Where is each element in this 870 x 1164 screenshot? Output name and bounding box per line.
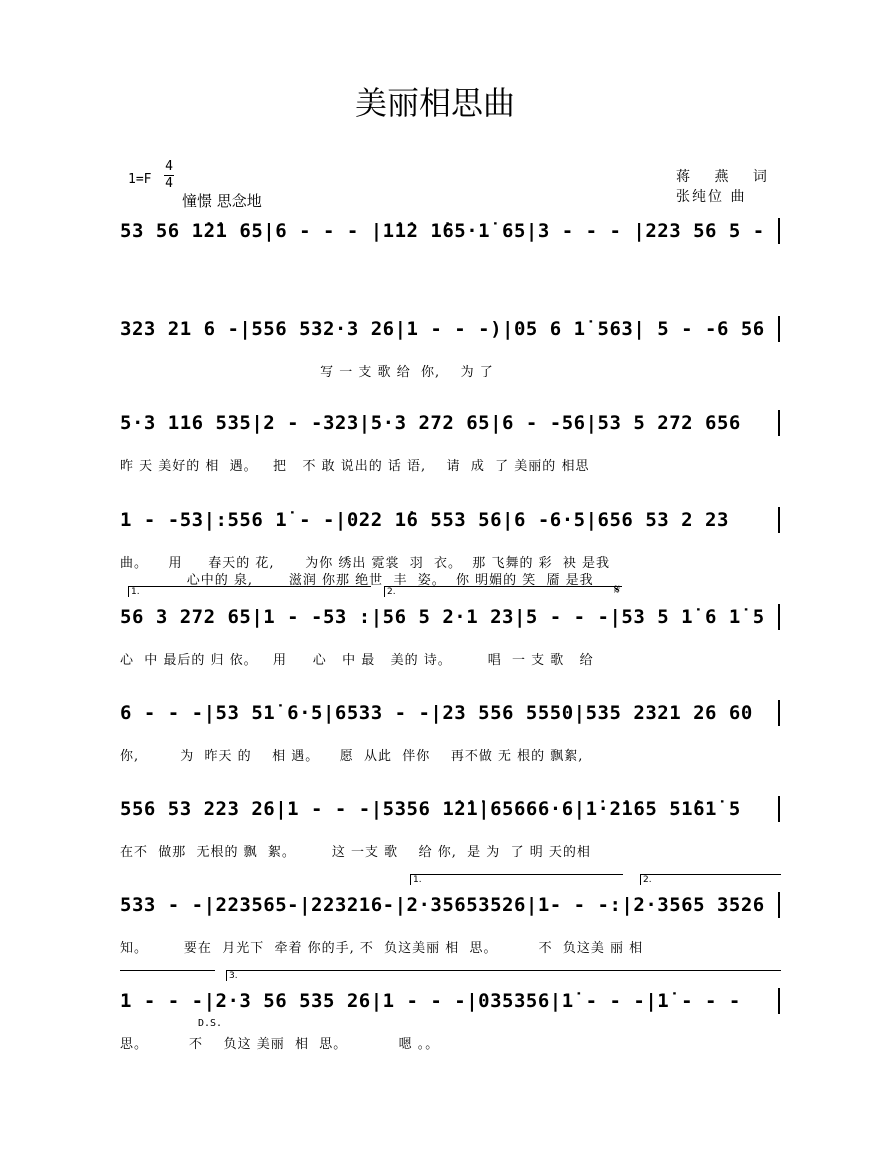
score-row-4 xyxy=(120,507,780,587)
lyrics-line-1: 写 一 支 歌 给 你, 为 了 xyxy=(120,365,494,380)
lyrics-line-1: 知。 要在 月光下 牵着 你的手, 不 负这美丽 相 思。 不 负这美 丽 相 xyxy=(120,941,644,956)
volta-1: 1. xyxy=(128,586,371,597)
time-signature-top: 4 xyxy=(165,159,173,174)
score-row-2 xyxy=(120,316,780,396)
notes-line: 56 3 272 65|1 - -53 :|56 5 2·1 23|5 - - -|53 5 1̇ 6 1̇ 5 xyxy=(120,606,765,628)
key-signature: 1=F xyxy=(128,172,152,187)
lyrics-line-1: 思。 不 负这 美丽 相 思。 嗯 。。 xyxy=(120,1037,440,1052)
composer-credit: 张纯位 曲 xyxy=(676,189,747,205)
volta-2b: 2. xyxy=(640,874,781,885)
score-row-1 xyxy=(120,218,780,298)
page-title: 美丽相思曲 xyxy=(354,84,515,122)
lyrics-line-2: 心中的 泉, 滋润 你那 绝世 丰 姿。 你 明媚的 笑 靥 是我 xyxy=(120,573,594,588)
tempo-mark: 憧憬 思念地 xyxy=(182,192,262,210)
lyrics-line-1: 曲。 用 春天的 花, 为你 绣出 霓裳 羽 衣。 那 飞舞的 彩 袂 是我 xyxy=(120,556,610,571)
lyrics-line-1: 在不 做那 无根的 飘 絮。 这 一支 歌 给 你, 是 为 了 明 天的相 xyxy=(120,845,591,860)
time-signature xyxy=(162,160,176,191)
score-row-9 xyxy=(120,971,780,1068)
notes-line: 323 21 6 -|556 532·3 26|1 - - -)|05 6 1̇ 563| 5 - -6 56 xyxy=(120,318,765,340)
lyrics-line-1: 心 中 最后的 归 依。 用 心 中 最 美的 诗。 唱 一 支 歌 给 xyxy=(120,653,594,668)
score-row-8 xyxy=(120,875,780,972)
lyrics-line-1: 你, 为 昨天 的 相 遇。 愿 从此 伴你 再不做 无 根的 飘絮, xyxy=(120,749,584,764)
score-row-3 xyxy=(120,410,780,490)
score-row-7 xyxy=(120,796,780,876)
notes-line: 556 53 223 26|1 - - -|5356 1̇2̇1̇|65666·6|1̇·2̇165 51̇61̇ 5 xyxy=(120,798,741,820)
time-signature-bottom: 4 xyxy=(165,176,173,191)
notes-line: 1 - - -|2·3 56 535 26|1 - - -|035356|1̇ - - -|1̇ - - - xyxy=(120,990,741,1012)
volta-3: 3. xyxy=(226,970,781,981)
notes-line: 5·3 116 535|2 - -323|5·3 272 65|6 - -56|53 5 272 656 xyxy=(120,412,741,434)
notes-line: 533 - -|223565-|223216-|2·35653526|1- - -:|2·3565 3526 xyxy=(120,894,765,916)
lyrics-line-1: 昨 天 美好的 相 遇。 把 不 敢 说出的 话 语, 请 成 了 美丽的 相思 xyxy=(120,459,590,474)
score-row-6 xyxy=(120,700,780,780)
segno-icon: 𝄋 xyxy=(614,582,621,598)
notes-line: 53 56 1̇2̇1 65|6 - - - |1̇1̇2 1̇65·1̇ 65|3 - - - |223 56 5 - xyxy=(120,220,765,242)
notes-line: 1 - -53|:556 1̇ - -|022 1̇6 553 56|6 -6·5|656 53 2 23 xyxy=(120,509,729,531)
volta-2: 2. xyxy=(384,586,622,597)
ds-marker: D.S. xyxy=(198,1018,223,1029)
lyricist-credit: 蒋 燕 词 xyxy=(676,169,777,185)
notes-line: 6 - - -|53 51̇ 6·5|6533 - -|23 556 5550|535 2321 26 60 xyxy=(120,702,753,724)
volta-1b: 1. xyxy=(410,874,623,885)
score-row-5 xyxy=(120,582,780,684)
